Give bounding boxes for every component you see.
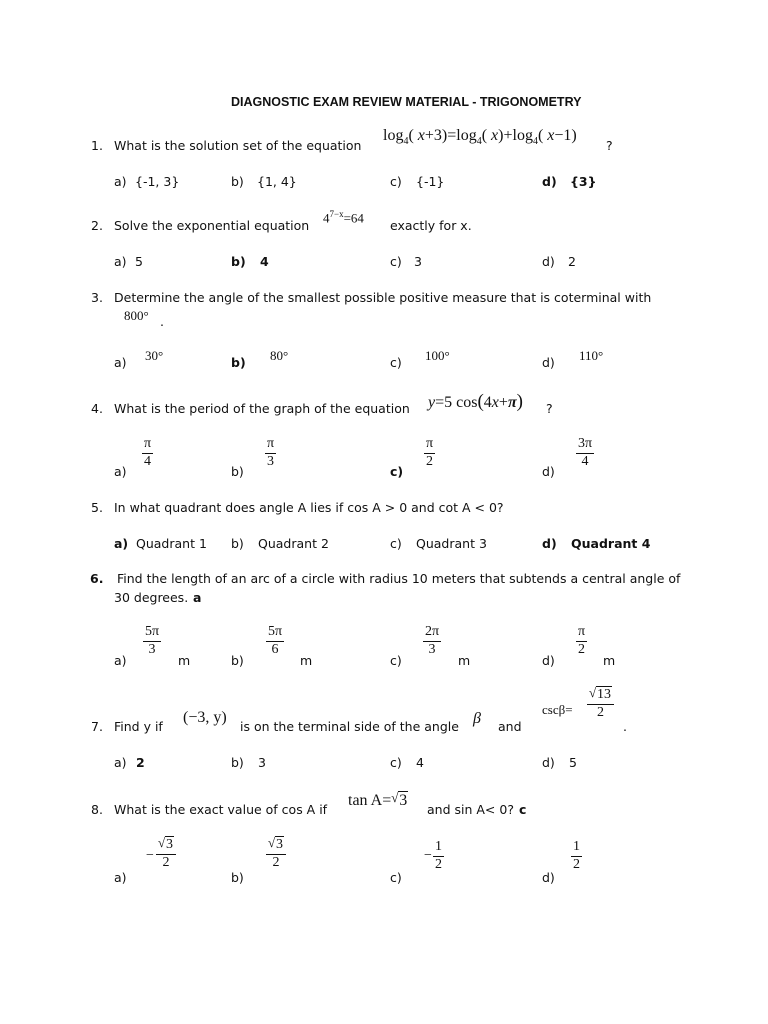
question-number: 8.: [91, 802, 103, 817]
choice-c-letter[interactable]: c): [390, 870, 402, 885]
question-text: What is the period of the graph of the equation: [114, 401, 410, 416]
question-text: What is the exact value of cos A if: [114, 802, 328, 817]
choice-b-text: 3: [258, 755, 266, 770]
choice-d-letter[interactable]: d): [542, 653, 555, 668]
choice-a-letter[interactable]: a): [114, 355, 127, 370]
choice-d-letter[interactable]: d): [542, 755, 555, 770]
choice-d-letter[interactable]: d): [542, 464, 555, 479]
question-number: 3.: [91, 290, 103, 305]
choice-a-fraction: √ 3 2: [156, 838, 176, 870]
choice-a-letter[interactable]: a): [114, 254, 127, 269]
choice-c-letter[interactable]: c): [390, 536, 402, 551]
choice-a-letter[interactable]: a): [114, 870, 127, 885]
choice-b-text: {1, 4}: [257, 174, 297, 189]
choice-a-letter[interactable]: a): [114, 755, 127, 770]
choice-b-text: 4: [260, 254, 269, 269]
question-text-line2: 30 degrees.: [114, 590, 189, 605]
beta-symbol: β: [473, 710, 481, 727]
answer-key: c: [519, 802, 527, 817]
question-end: ?: [546, 401, 553, 416]
question-end: ?: [606, 138, 613, 153]
page-title: DIAGNOSTIC EXAM REVIEW MATERIAL - TRIGONOMETRY: [231, 95, 582, 109]
choice-b-fraction: π 3: [267, 436, 275, 469]
choice-b-letter[interactable]: b): [231, 464, 244, 479]
choice-c-fraction: 2π 3: [425, 624, 440, 657]
choice-b-letter[interactable]: b): [231, 870, 244, 885]
choice-d-letter[interactable]: d): [542, 870, 555, 885]
question-number: 6.: [90, 571, 104, 586]
choice-a-fraction: 5π 3: [145, 624, 160, 657]
csc-label: cscβ=: [542, 702, 573, 717]
choice-d-letter[interactable]: d): [542, 254, 555, 269]
unit: m: [458, 653, 471, 668]
question-end: exactly for x.: [390, 218, 472, 233]
choice-b-fraction: 5π 6: [268, 624, 283, 657]
choice-a-letter[interactable]: a): [114, 174, 127, 189]
question-text-mid: is on the terminal side of the angle: [240, 719, 459, 734]
question-number: 7.: [91, 719, 103, 734]
choice-c-letter[interactable]: c): [390, 174, 402, 189]
equation: $\log_4$( $x+3)=\log_4$( $x)+\log_4$( x−1): [383, 127, 577, 148]
choice-a-text: {-1, 3}: [135, 174, 180, 189]
question-text-and: and: [498, 719, 522, 734]
choice-b-letter[interactable]: b): [231, 536, 244, 551]
equation: tan A= √ 3: [348, 790, 408, 809]
choice-c-text: 4: [416, 755, 424, 770]
choice-b-letter[interactable]: b): [231, 174, 244, 189]
choice-c-text: Quadrant 3: [416, 536, 487, 551]
choice-a-sign: −: [146, 848, 154, 863]
point: (−3, y): [183, 709, 227, 726]
question-end: .: [623, 719, 627, 734]
choice-c-letter[interactable]: c): [390, 254, 402, 269]
csc-fraction: √ 13 2: [587, 688, 614, 720]
answer-key: a: [193, 590, 202, 605]
choice-d-text: {3}: [570, 174, 597, 189]
choice-d-fraction: π 2: [578, 624, 586, 657]
question-text: Determine the angle of the smallest possible positive measure that is coterminal with: [114, 290, 652, 305]
question-text: Find y if: [114, 719, 163, 734]
choice-d-text: Quadrant 4: [571, 536, 651, 551]
question-end: and sin A< 0?: [427, 802, 514, 817]
question-text: In what quadrant does angle A lies if cos A > 0 and cot A < 0?: [114, 500, 504, 515]
choice-b-letter[interactable]: b): [231, 755, 244, 770]
question-number: 5.: [91, 500, 103, 515]
choice-b-letter[interactable]: b): [231, 355, 246, 370]
question-number: 1.: [91, 138, 103, 153]
unit: m: [603, 653, 616, 668]
choice-a-text: Quadrant 1: [136, 536, 207, 551]
choice-b-letter[interactable]: b): [231, 254, 246, 269]
unit: m: [178, 653, 191, 668]
choice-d-text: 5: [569, 755, 577, 770]
question-text: Solve the exponential equation: [114, 218, 310, 233]
choice-c-letter[interactable]: c): [390, 355, 402, 370]
question-text: What is the solution set of the equation: [114, 138, 362, 153]
choice-d-text: 2: [568, 254, 576, 269]
question-number: 4.: [91, 401, 103, 416]
equation: y=5 cos(4x+π): [428, 391, 523, 412]
choice-b-text: 80°: [270, 348, 289, 363]
choice-d-fraction: 1 2: [573, 839, 580, 872]
choice-a-text: 5: [135, 254, 143, 269]
question-text: Find the length of an arc of a circle with radius 10 meters that subtends a central angle of: [117, 571, 681, 586]
choice-c-text: 100°: [425, 348, 450, 363]
choice-b-letter[interactable]: b): [231, 653, 244, 668]
choice-d-fraction: 3π 4: [578, 436, 593, 469]
choice-d-letter[interactable]: d): [542, 174, 557, 189]
choice-a-letter[interactable]: a): [114, 536, 129, 551]
choice-b-text: Quadrant 2: [258, 536, 329, 551]
choice-c-text: 3: [414, 254, 422, 269]
choice-c-letter[interactable]: c): [390, 464, 404, 479]
choice-d-text: 110°: [579, 348, 604, 363]
choice-d-letter[interactable]: d): [542, 536, 557, 551]
choice-a-text: 30°: [145, 348, 164, 363]
question-end: .: [160, 314, 164, 329]
choice-a-letter[interactable]: a): [114, 464, 127, 479]
angle: 800°: [124, 308, 149, 323]
choice-b-fraction: √ 3 2: [266, 838, 286, 870]
choice-d-letter[interactable]: d): [542, 355, 555, 370]
choice-c-sign: −: [424, 848, 432, 863]
choice-c-fraction: 1 2: [435, 839, 442, 872]
choice-a-text: 2: [136, 755, 145, 770]
unit: m: [300, 653, 313, 668]
equation: $4^{7-x}=64$: [323, 209, 364, 226]
choice-c-fraction: π 2: [426, 436, 434, 469]
question-number: 2.: [91, 218, 103, 233]
choice-a-fraction: π 4: [144, 436, 152, 469]
choice-c-letter[interactable]: c): [390, 653, 402, 668]
choice-c-letter[interactable]: c): [390, 755, 402, 770]
choice-c-text: {-1}: [416, 174, 445, 189]
choice-a-letter[interactable]: a): [114, 653, 127, 668]
